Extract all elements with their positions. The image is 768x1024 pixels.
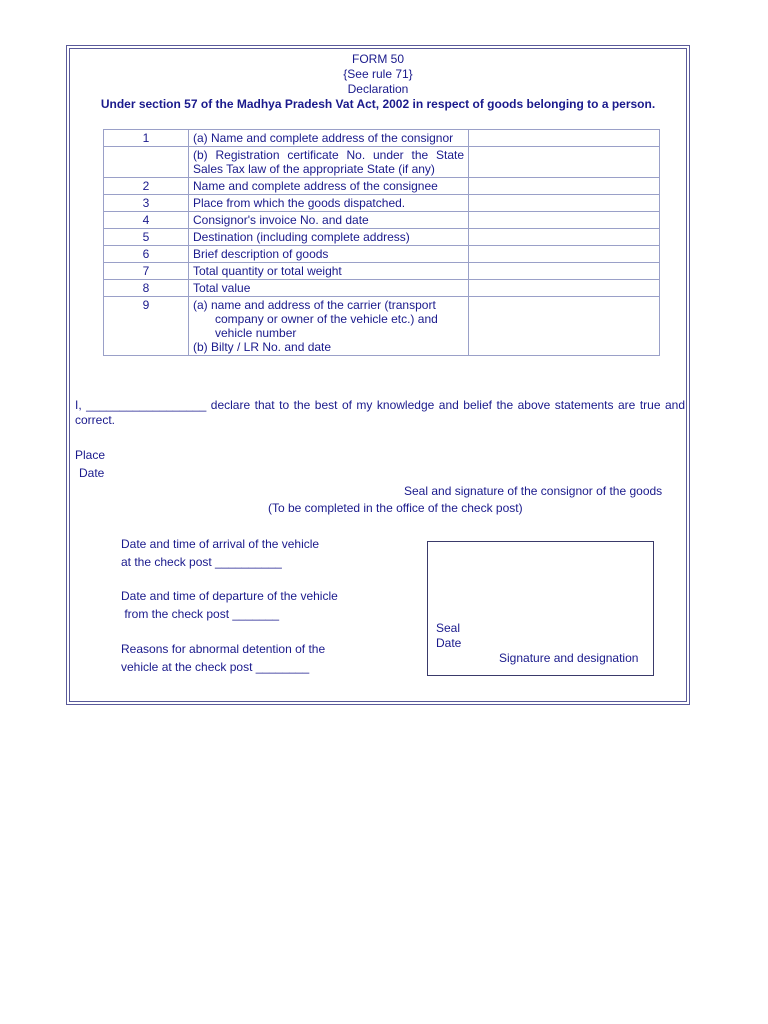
carrier-line-b: (b) Bilty / LR No. and date [193,340,332,354]
check-post-note: (To be completed in the office of the check post) [268,501,523,515]
table-row [104,229,660,246]
box-date-label: Date [436,636,462,650]
declaration-text: I, __________________ declare that to the best of my knowledge and belief the above statements are true and correct. [75,398,685,427]
table-row [104,130,660,147]
row-description: Place from which the goods dispatched. [189,195,469,212]
row-value-cell[interactable] [469,263,660,280]
form-inner-border [69,48,687,702]
row-value-cell[interactable] [469,130,660,147]
table-row [104,280,660,297]
row-description: (a) Name and complete address of the consignor [189,130,469,147]
row-value-cell[interactable] [469,147,660,178]
arrival-label-2: at the check post __________ [121,555,282,569]
row-description: Total value [189,280,469,297]
row-value-cell[interactable] [469,229,660,246]
row-number: 2 [104,178,189,195]
row-number: 9 [104,297,189,356]
row-number: 4 [104,212,189,229]
form-header [70,52,686,112]
row-number: 8 [104,280,189,297]
consignor-seal-signature: Seal and signature of the consignor of the goods [404,484,663,498]
form-title: Declaration [347,82,409,96]
detention-field [121,640,325,676]
row-number: 7 [104,263,189,280]
departure-field [121,587,338,623]
row-description: (b) Registration certificate No. under the State Sales Tax law of the appropriate State (if any) [189,147,469,178]
table-row [104,263,660,280]
carrier-line-a: (a) name and address of the carrier (transport [193,298,436,312]
row-description: Destination (including complete address) [189,229,469,246]
check-post-seal-box [427,541,654,676]
form-frame [66,45,690,705]
row-value-cell[interactable] [469,246,660,263]
row-value-cell[interactable] [469,280,660,297]
signature-designation-label: Signature and designation [499,651,639,665]
arrival-field [121,535,319,571]
arrival-label-1: Date and time of arrival of the vehicle [121,537,320,551]
row-value-cell[interactable] [469,195,660,212]
row-description: Brief description of goods [189,246,469,263]
table-row [104,246,660,263]
departure-label-2: from the check post _______ [121,607,280,621]
departure-label-1: Date and time of departure of the vehicle [121,589,338,603]
row-number: 6 [104,246,189,263]
table-row [104,178,660,195]
carrier-line-a-cont: company or owner of the vehicle etc.) and vehicle number [215,312,438,340]
form-subtitle: Under section 57 of the Madhya Pradesh Vat Act, 2002 in respect of goods belonging to a person. [100,97,656,111]
form-number: FORM 50 [351,52,404,66]
seal-label: Seal [436,621,461,635]
detention-label-2: vehicle at the check post ________ [121,660,310,674]
row-value-cell[interactable] [469,297,660,356]
row-description: Name and complete address of the consignee [189,178,469,195]
rule-reference: {See rule 71} [343,67,413,81]
row-value-cell[interactable] [469,212,660,229]
particulars-table [103,129,660,356]
table-row [104,195,660,212]
table-row [104,147,660,178]
row-value-cell[interactable] [469,178,660,195]
place-label: Place [75,448,106,462]
row-description: Consignor's invoice No. and date [189,212,469,229]
table-row [104,297,660,356]
row-number: 3 [104,195,189,212]
row-number: 1 [104,130,189,147]
detention-label-1: Reasons for abnormal detention of the [121,642,326,656]
date-label: Date [79,466,105,480]
row-number [104,147,189,178]
table-row [104,212,660,229]
row-description [189,297,469,356]
row-description: Total quantity or total weight [189,263,469,280]
row-number: 5 [104,229,189,246]
